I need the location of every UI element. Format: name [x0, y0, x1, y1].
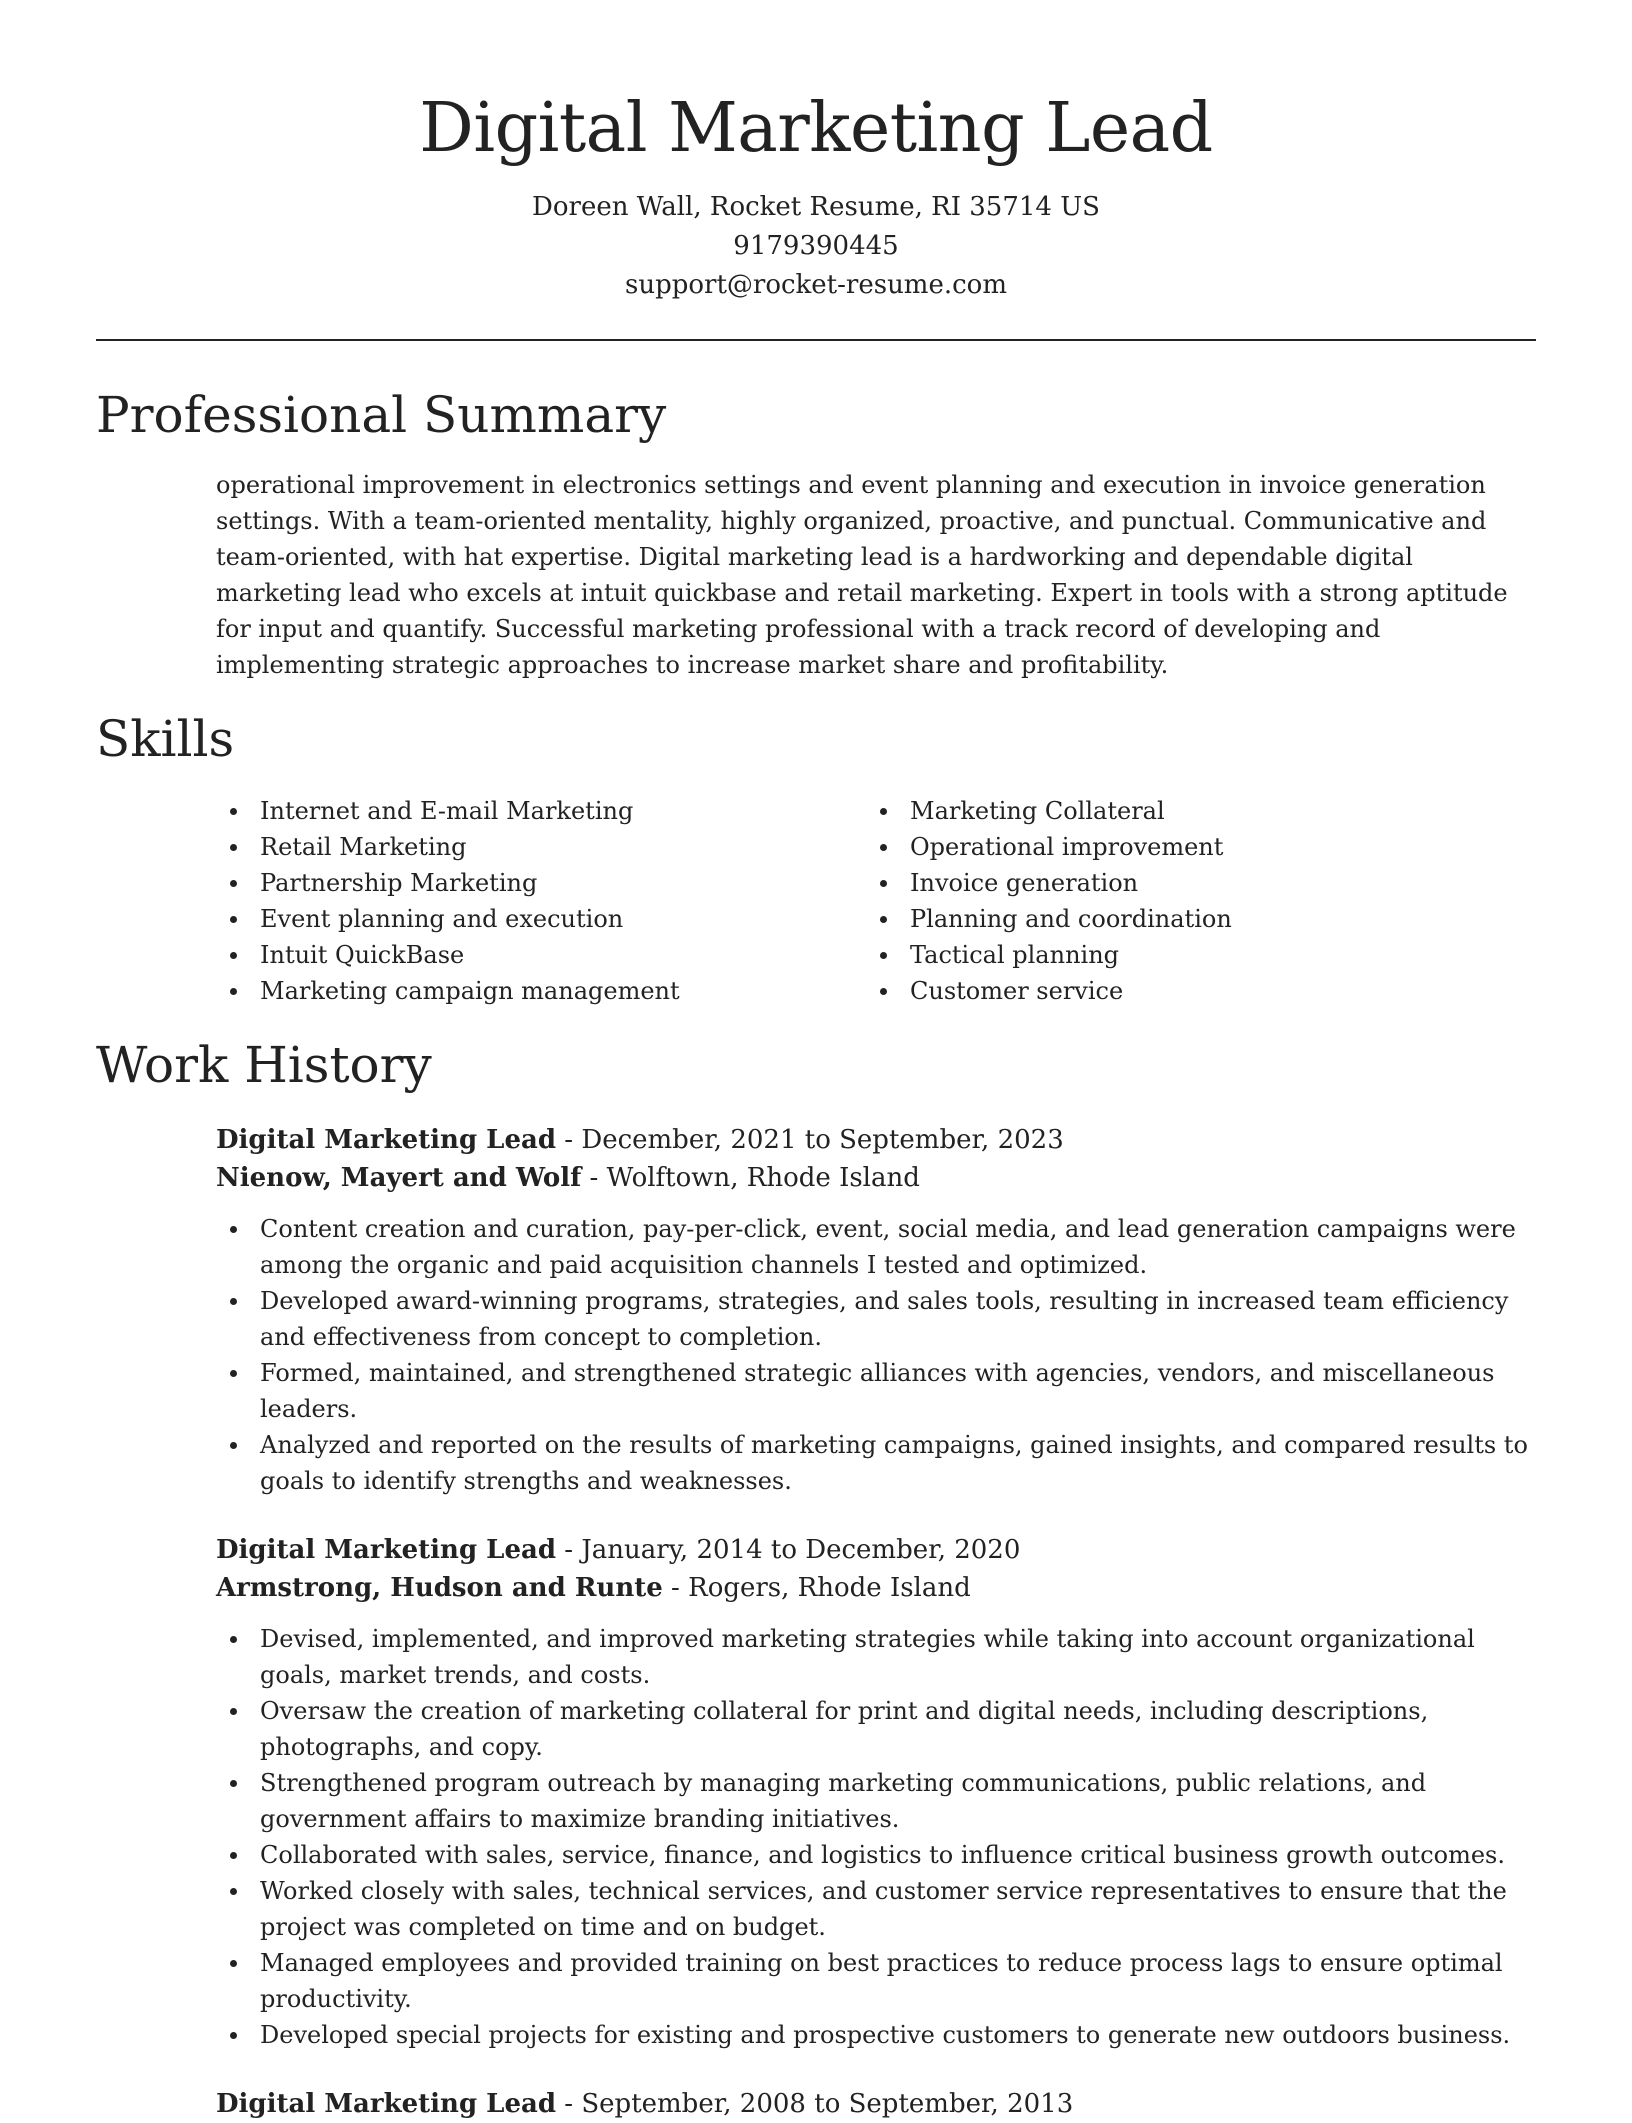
skill-item: Customer service — [866, 973, 1516, 1009]
contact-email: support@rocket-resume.com — [624, 270, 1007, 300]
duty-item: Managed employees and provided training on best practices to reduce process lags to ensure optimal productivity. — [216, 1945, 1536, 2017]
skills-columns — [216, 793, 1536, 1009]
job-company-line — [216, 1569, 1536, 1607]
job-location: - Wolftown, Rhode Island — [581, 1163, 920, 1193]
skill-item: Event planning and execution — [216, 901, 866, 937]
header-divider — [96, 339, 1536, 341]
job-entry — [216, 1121, 1536, 1499]
duty-item: Worked closely with sales, technical services, and customer service representatives to ensure that the project was completed on time and on budget. — [216, 1873, 1536, 1945]
job-entry — [216, 2085, 1536, 2123]
duty-item: Content creation and curation, pay-per-click, event, social media, and lead generation campaigns were among the organic and paid acquisition channels I tested and optimized. — [216, 1211, 1536, 1283]
duty-item: Analyzed and reported on the results of marketing campaigns, gained insights, and compared results to goals to identify strengths and weaknesses. — [216, 1427, 1536, 1499]
skill-item: Partnership Marketing — [216, 865, 866, 901]
contact-phone: 9179390445 — [733, 231, 899, 261]
duty-item: Collaborated with sales, service, finance, and logistics to influence critical business growth outcomes. — [216, 1837, 1536, 1873]
job-duties — [216, 1211, 1536, 1499]
job-title: Digital Marketing Lead — [216, 2089, 557, 2119]
skills-left-column — [216, 793, 866, 1009]
contact-block — [0, 188, 1632, 305]
skills-section — [0, 707, 1632, 1009]
job-title-line — [216, 2085, 1536, 2123]
job-company: Armstrong, Hudson and Runte — [216, 1573, 663, 1603]
work-heading: Work History — [96, 1036, 432, 1094]
skill-item: Operational improvement — [866, 829, 1516, 865]
job-title-line — [216, 1531, 1536, 1569]
skill-item: Marketing Collateral — [866, 793, 1516, 829]
skill-item: Retail Marketing — [216, 829, 866, 865]
job-dates: - September, 2008 to September, 2013 — [556, 2089, 1074, 2119]
skills-heading: Skills — [96, 710, 235, 768]
resume-header — [0, 0, 1632, 305]
job-title: Digital Marketing Lead — [216, 1535, 557, 1565]
contact-address: Doreen Wall, Rocket Resume, RI 35714 US — [532, 192, 1100, 222]
skills-right-column — [866, 793, 1516, 1009]
skill-item: Tactical planning — [866, 937, 1516, 973]
job-dates: - January, 2014 to December, 2020 — [556, 1535, 1021, 1565]
skill-item: Internet and E-mail Marketing — [216, 793, 866, 829]
summary-section — [0, 383, 1632, 683]
job-title: Digital Marketing Lead — [216, 1125, 557, 1155]
skill-item: Marketing campaign management — [216, 973, 866, 1009]
summary-heading: Professional Summary — [96, 386, 667, 444]
job-company-line — [216, 1159, 1536, 1197]
duty-item: Developed award-winning programs, strategies, and sales tools, resulting in increased team efficiency and effectiveness from concept to completion. — [216, 1283, 1536, 1355]
job-title-line — [216, 1121, 1536, 1159]
duty-item: Developed special projects for existing and prospective customers to generate new outdoors business. — [216, 2017, 1536, 2053]
job-company: Nienow, Mayert and Wolf — [216, 1163, 582, 1193]
resume-title: Digital Marketing Lead — [419, 89, 1213, 168]
duty-item: Strengthened program outreach by managing marketing communications, public relations, and government affairs to maximize branding initiatives. — [216, 1765, 1536, 1837]
skill-item: Invoice generation — [866, 865, 1516, 901]
job-dates: - December, 2021 to September, 2023 — [556, 1125, 1064, 1155]
job-entry — [216, 1531, 1536, 2053]
duty-item: Devised, implemented, and improved marketing strategies while taking into account organizational goals, market trends, and costs. — [216, 1621, 1536, 1693]
skill-item: Planning and coordination — [866, 901, 1516, 937]
job-location: - Rogers, Rhode Island — [662, 1573, 971, 1603]
duty-item: Oversaw the creation of marketing collateral for print and digital needs, including descriptions, photographs, and copy. — [216, 1693, 1536, 1765]
work-section — [0, 1033, 1632, 2123]
summary-text: operational improvement in electronics settings and event planning and execution in invoice generation settings. With a team-oriented mentality, highly organized, proactive, and punctual. Communicative and team-oriented, with hat expertise. Digital marketing lead is a hardworking and dependable digital marketing lead who excels at intuit quickbase and retail marketing. Expert in tools with a strong aptitude for input and quantify. Successful marketing professional with a track record of developing and implementing strategic approaches to increase market share and profitability. — [216, 471, 1508, 679]
skill-item: Intuit QuickBase — [216, 937, 866, 973]
job-duties — [216, 1621, 1536, 2053]
duty-item: Formed, maintained, and strengthened strategic alliances with agencies, vendors, and miscellaneous leaders. — [216, 1355, 1536, 1427]
